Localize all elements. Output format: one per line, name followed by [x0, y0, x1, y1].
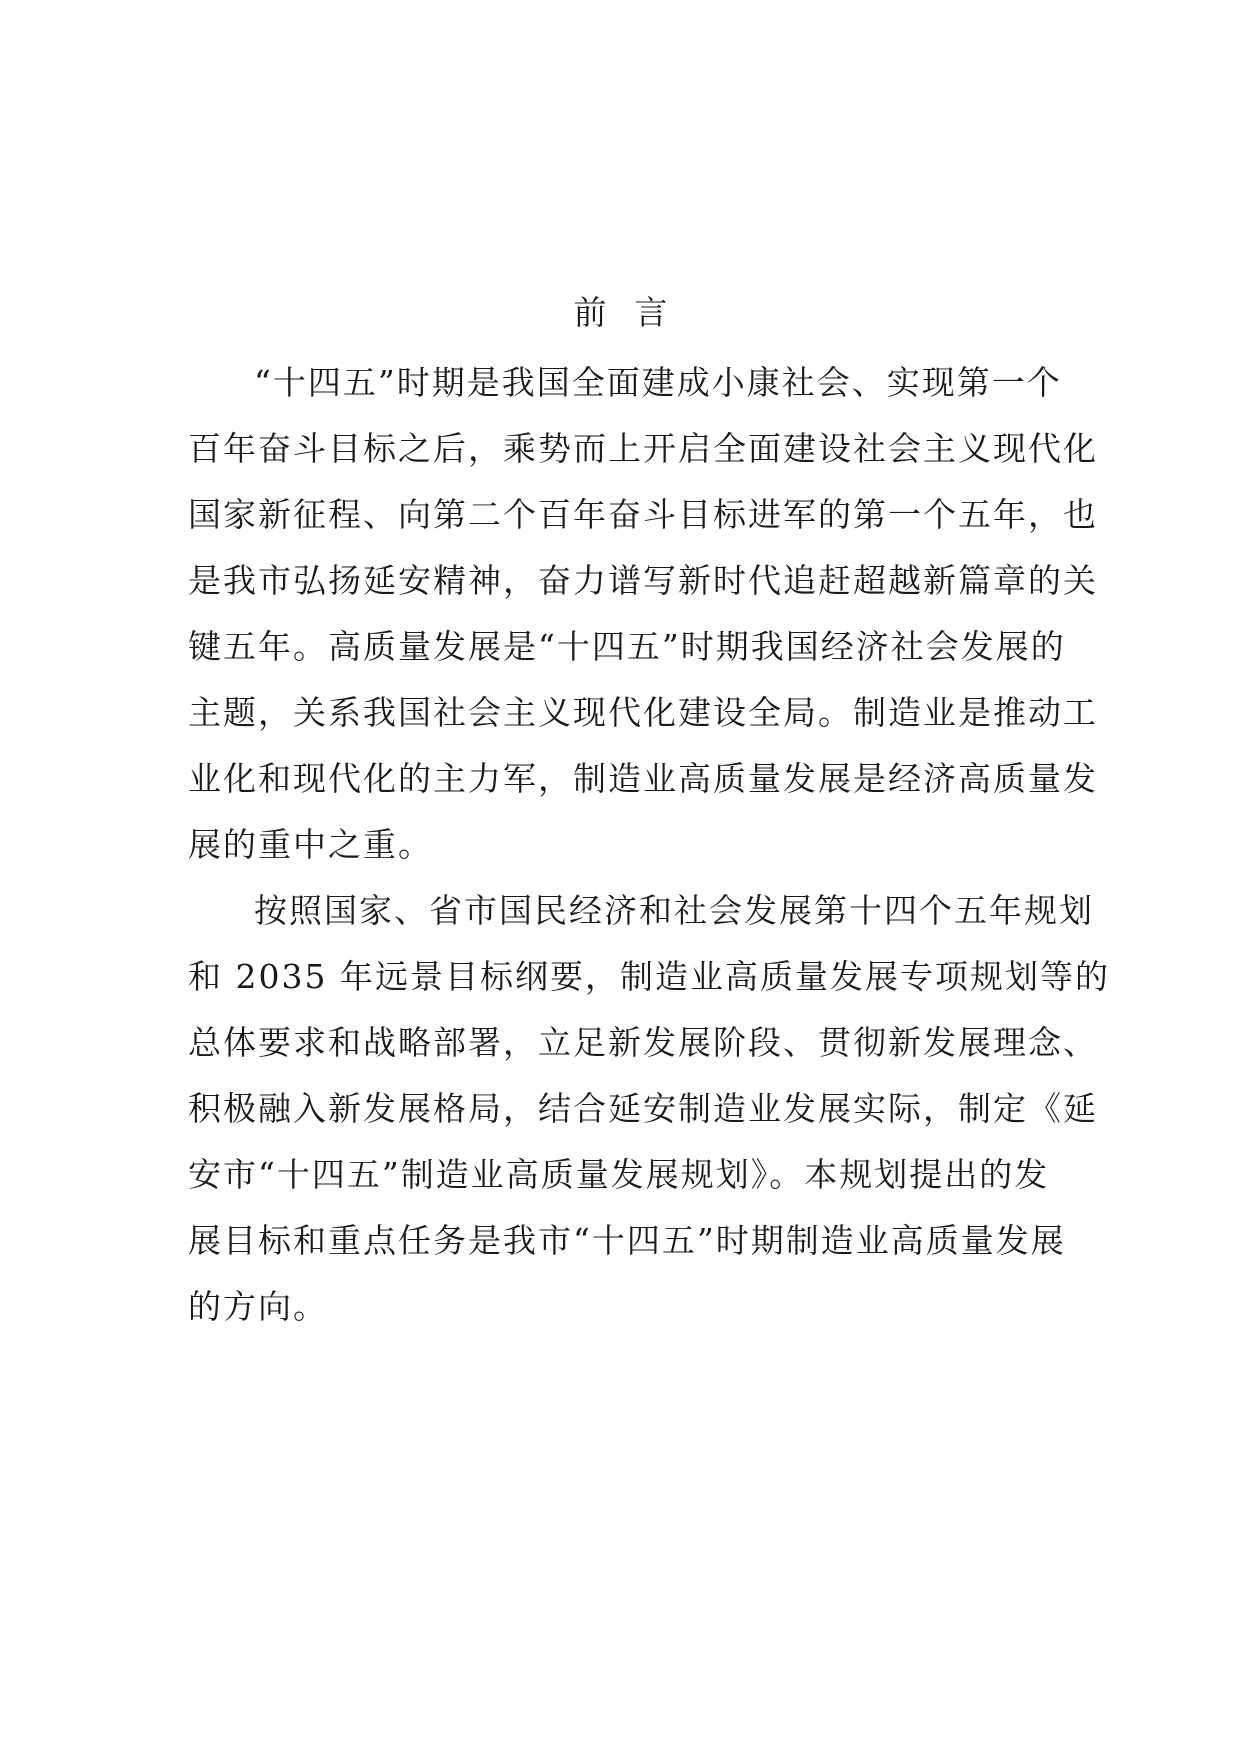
paragraph-line: 安市“十四五”制造业高质量发展规划》。本规划提出的发 — [188, 1155, 1050, 1194]
paragraph-line: 和 2035 年远景目标纲要，制造业高质量发展专项规划等的 — [188, 957, 1110, 996]
paragraph-2 — [188, 878, 1110, 1340]
paragraph-line: 展的重中之重。 — [188, 825, 433, 864]
document-body — [188, 350, 1110, 1340]
paragraph-line: 百年奋斗目标之后，乘势而上开启全面建设社会主义现代化 — [188, 429, 1098, 468]
page-title: 前言 — [573, 293, 696, 332]
paragraph-1 — [188, 350, 1098, 878]
paragraph-line: 积极融入新发展格局，结合延安制造业发展实际，制定《延 — [188, 1089, 1098, 1128]
paragraph-line: 键五年。高质量发展是“十四五”时期我国经济社会发展的 — [188, 627, 1066, 666]
paragraph-line: 是我市弘扬延安精神，奋力谱写新时代追赶超越新篇章的关 — [188, 561, 1098, 600]
paragraph-line: 总体要求和战略部署，立足新发展阶段、贯彻新发展理念、 — [188, 1023, 1098, 1062]
paragraph-line: 按照国家、省市国民经济和社会发展第十四个五年规划 — [254, 891, 1094, 930]
paragraph-line: 展目标和重点任务是我市“十四五”时期制造业高质量发展 — [188, 1221, 1066, 1260]
paragraph-line: 业化和现代化的主力军，制造业高质量发展是经济高质量发 — [188, 759, 1098, 798]
paragraph-line: 主题，关系我国社会主义现代化建设全局。制造业是推动工 — [188, 693, 1098, 732]
paragraph-line: “十四五”时期是我国全面建成小康社会、实现第一个 — [254, 363, 1062, 402]
paragraph-line: 国家新征程、向第二个百年奋斗目标进军的第一个五年，也 — [188, 495, 1098, 534]
paragraph-line: 的方向。 — [188, 1287, 328, 1326]
